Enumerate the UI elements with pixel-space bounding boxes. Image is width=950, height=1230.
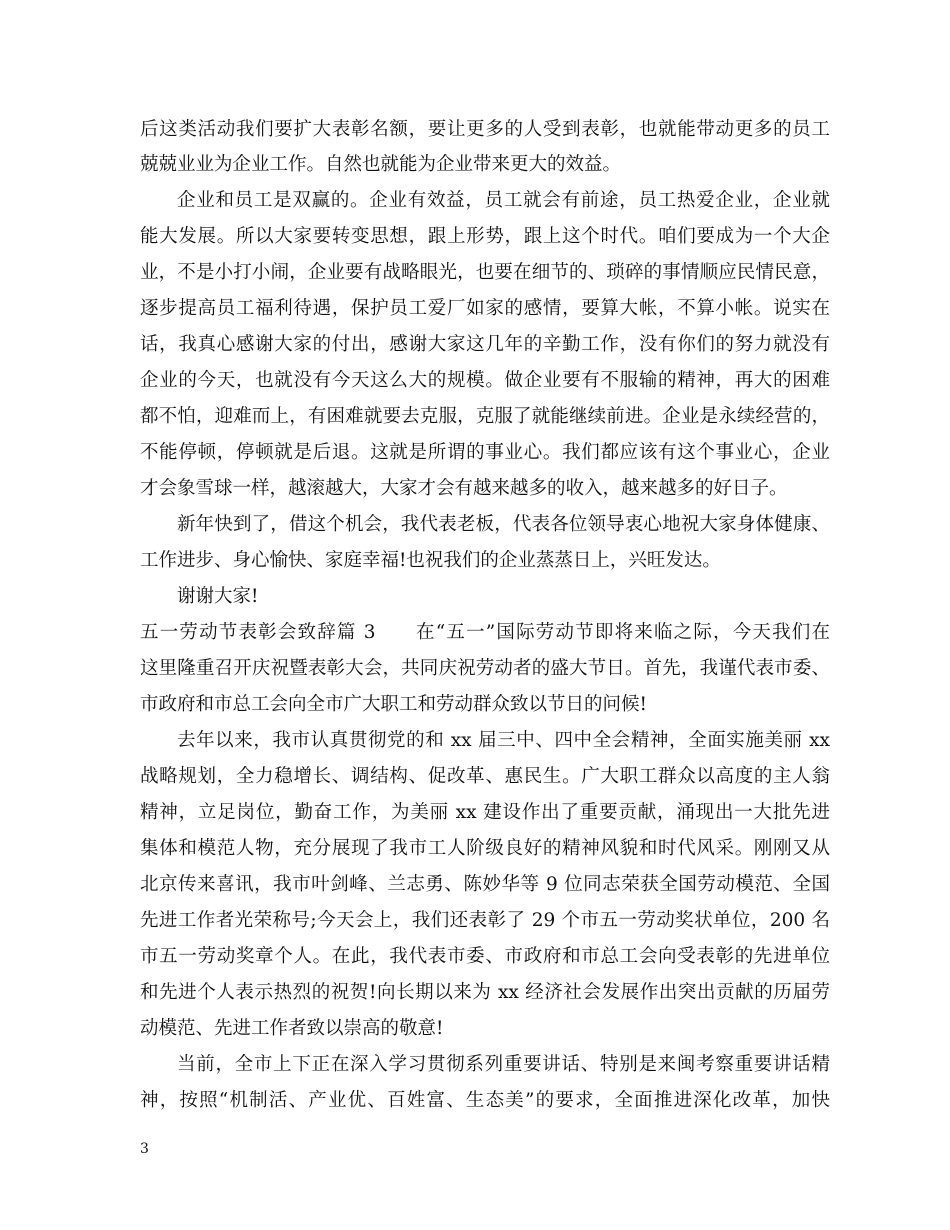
text-line: 才会象雪球一样，越滚越大，大家才会有越来越多的收入，越来越多的好日子。 [140,478,788,499]
text-line: 和先进个人表示热烈的祝贺!向长期以来为 xx 经济社会发展作出突出贡献的历届劳 [140,982,830,1003]
text-line: 神，按照“机制活、产业优、百姓富、生态美”的要求，全面推进深化改革，加快 [140,1090,830,1111]
text-line: 集体和模范人物，充分展现了我市工人阶级良好的精神风貌和时代风采。刚刚又从 [140,838,830,859]
text-line: 战略规划，全力稳增长、调结构、促改革、惠民生。广大职工群众以高度的主人翁 [140,766,830,787]
text-line: 去年以来，我市认真贯彻党的和 xx 届三中、四中全会精神，全面实施美丽 xx [177,730,830,751]
text-line: 这里隆重召开庆祝暨表彰大会，共同庆祝劳动者的盛大节日。首先，我谨代表市委、 [140,658,830,679]
text-line: 兢兢业业为企业工作。自然也就能为企业带来更大的效益。 [140,154,622,175]
text-line: 市五一劳动奖章个人。在此，我代表市委、市政府和市总工会向受表彰的先进单位 [140,946,830,967]
text-line: 精神，立足岗位，勤奋工作，为美丽 xx 建设作出了重要贡献，涌现出一大批先进 [140,802,830,823]
text-line: 北京传来喜讯，我市叶剑峰、兰志勇、陈妙华等 9 位同志荣获全国劳动模范、全国 [140,874,830,895]
text-line: 当前，全市上下正在深入学习贯彻系列重要讲话、特别是来闽考察重要讲话精 [177,1054,830,1075]
text-line: 先进工作者光荣称号;今天会上，我们还表彰了 29 个市五一劳动奖状单位，200 名 [140,910,830,931]
text-line: 企业的今天，也就没有今天这么大的规模。做企业要有不服输的精神，再大的困难 [140,370,830,391]
text-line: 新年快到了，借这个机会，我代表老板，代表各位领导衷心地祝大家身体健康、 [177,514,830,535]
text-line: 都不怕，迎难而上，有困难就要去克服，克服了就能继续前进。企业是永续经营的， [140,406,830,427]
page-number: 3 [140,1141,149,1157]
text-line: 谢谢大家! [177,586,259,607]
text-line: 市政府和市总工会向全市广大职工和劳动群众致以节日的问候! [140,694,647,715]
text-line: 后这类活动我们要扩大表彰名额，要让更多的人受到表彰，也就能带动更多的员工 [140,119,830,140]
text-line: 不能停顿，停顿就是后退。这就是所谓的事业心。我们都应该有这个事业心，企业 [140,442,830,463]
text-line: 五一劳动节表彰会致辞篇 3 在“五一”国际劳动节即将来临之际，今天我们在 [140,622,830,643]
text-line: 工作进步、身心愉快、家庭幸福!也祝我们的企业蒸蒸日上，兴旺发达。 [140,550,721,571]
text-line: 能大发展。所以大家要转变思想，跟上形势，跟上这个时代。咱们要成为一个大企 [140,226,830,247]
text-line: 业，不是小打小闹，企业要有战略眼光，也要在细节的、琐碎的事情顺应民情民意， [140,262,830,283]
text-line: 企业和员工是双赢的。企业有效益，员工就会有前途，员工热爱企业，企业就 [177,190,830,211]
text-line: 逐步提高员工福利待遇，保护员工爱厂如家的感情，要算大帐，不算小帐。说实在 [140,298,830,319]
text-line: 话，我真心感谢大家的付出，感谢大家这几年的辛勤工作，没有你们的努力就没有 [140,334,830,355]
text-line: 动模范、先进工作者致以崇高的敬意! [140,1018,444,1039]
